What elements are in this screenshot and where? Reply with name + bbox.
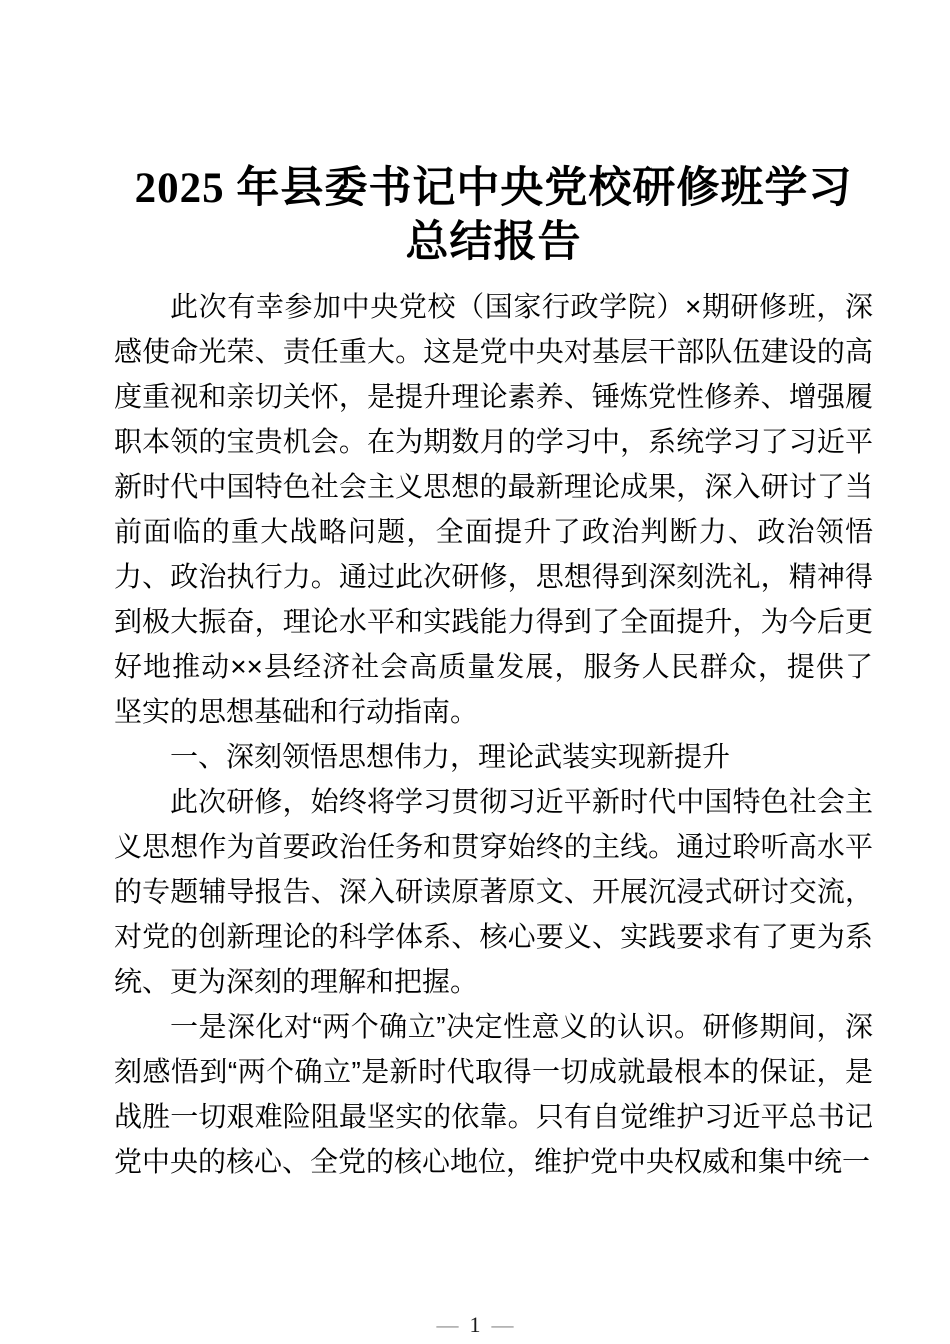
page-number-dash-left: — bbox=[436, 1312, 459, 1337]
page-number bbox=[0, 1312, 950, 1338]
section-1-paragraph-1: 此次研修，始终将学习贯彻习近平新时代中国特色社会主义思想作为首要政治任务和贯穿始终的主线。通过聆听高水平的专题辅导报告、深入研读原著原文、开展沉浸式研讨交流，对党的创新理论的科学体系、核心要义、实践要求有了更为系统、更为深刻的理解和把握。 bbox=[114, 786, 873, 997]
page-number-dash-right: — bbox=[491, 1312, 514, 1337]
document-title-line-1: 2025 年县委书记中央党校研修班学习 bbox=[134, 165, 853, 212]
paragraph-intro: 此次有幸参加中央党校（国家行政学院）×期研修班，深感使命光荣、责任重大。这是党中央对基层干部队伍建设的高度重视和亲切关怀，是提升理论素养、锤炼党性修养、增强履职本领的宝贵机会。在为期数月的学习中，系统学习了习近平新时代中国特色社会主义思想的最新理论成果，深入研讨了当前面临的重大战略问题，全面提升了政治判断力、政治领悟力、政治执行力。通过此次研修，思想得到深刻洗礼，精神得到极大振奋，理论水平和实践能力得到了全面提升，为今后更好地推动××县经济社会高质量发展，服务人民群众，提供了坚实的思想基础和行动指南。 bbox=[114, 291, 873, 727]
section-1-paragraph-2: 一是深化对“两个确立”决定性意义的认识。研修期间，深刻感悟到“两个确立”是新时代取得一切成就最根本的保证，是战胜一切艰难险阻最坚实的依靠。只有自觉维护习近平总书记党中央的核心、全党的核心地位，维护党中央权威和集中统一 bbox=[114, 1011, 873, 1177]
document-title bbox=[114, 162, 873, 270]
document-body bbox=[114, 284, 873, 1184]
document-title-line-2: 总结报告 bbox=[405, 219, 582, 266]
page-number-value: 1 bbox=[469, 1312, 481, 1337]
section-1-heading: 一、深刻领悟思想伟力，理论武装实现新提升 bbox=[170, 741, 731, 772]
